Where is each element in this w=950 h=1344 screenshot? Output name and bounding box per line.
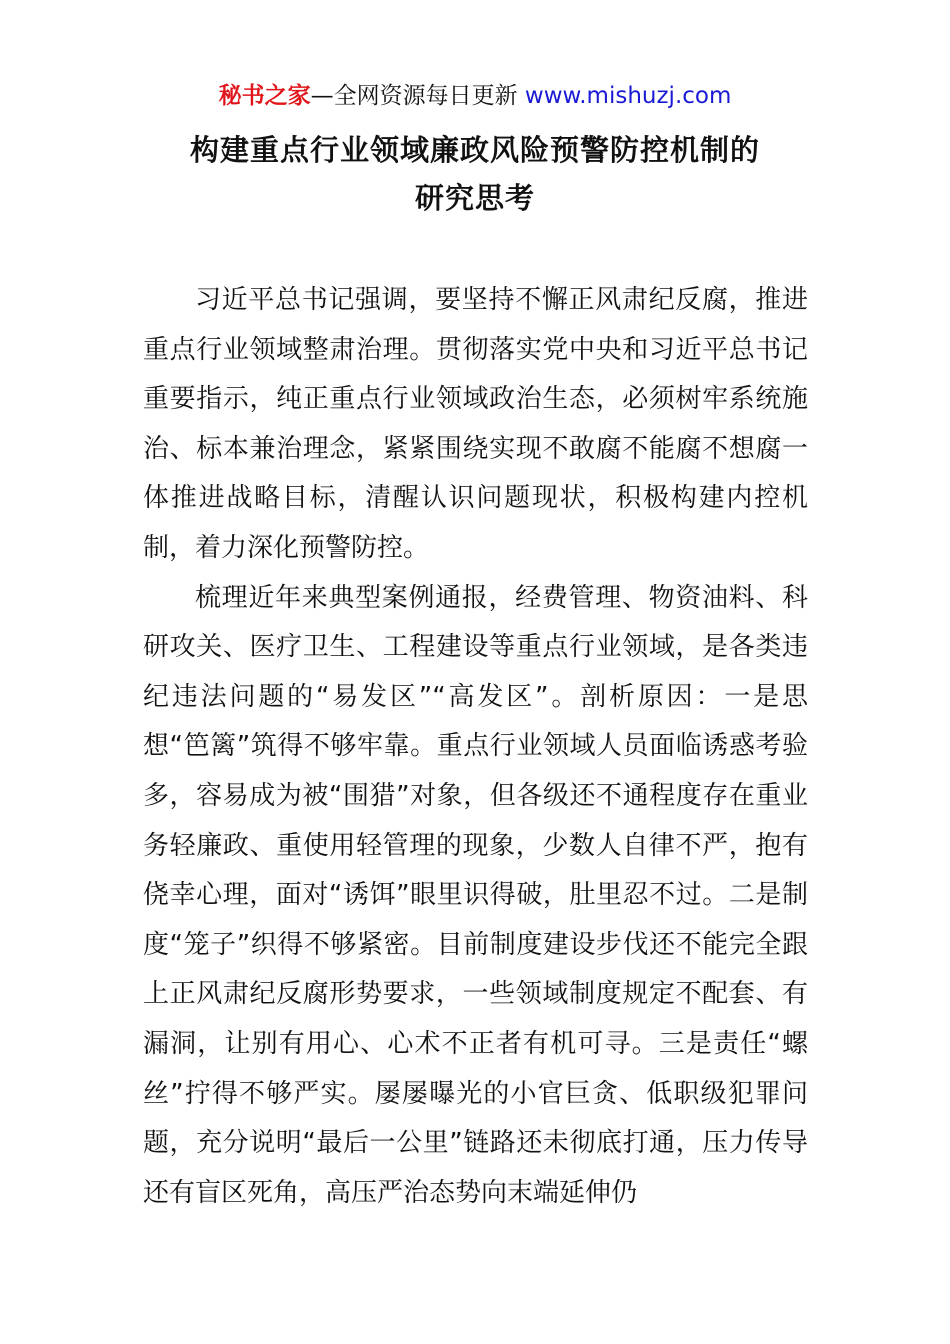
document-title-line-2: 研究思考: [414, 181, 535, 215]
paragraph-1: 习近平总书记强调，要坚持不懈正风肃纪反腐，推进重点行业领域整肃治理。贯彻落实党中央和习近平总书记重要指示，纯正重点行业领域政治生态，必须树牢系统施治、标本兼治理念，紧紧围绕实现不敢腐不能腐不想腐一体推进战略目标，清醒认识问题现状，积极构建内控机制，着力深化预警防控。: [143, 285, 808, 563]
site-header: [0, 80, 950, 112]
paragraph-2: 梳理近年来典型案例通报，经费管理、物资油料、科研攻关、医疗卫生、工程建设等重点行业领域，是各类违纪违法问题的“易发区”“高发区”。剖析原因：一是思想“笆篱”筑得不够牢靠。重点行业领域人员面临诱惑考验多，容易成为被“围猎”对象，但各级还不通程度存在重业务轻廉政、重使用轻管理的现象，少数人自律不严，抱有侥幸心理，面对“诱饵”眼里识得破，肚里忍不过。二是制度“笼子”织得不够紧密。目前制度建设步伐还不能完全跟上正风肃纪反腐形势要求，一些领域制度规定不配套、有漏洞，让别有用心、心术不正者有机可寻。三是责任“螺丝”拧得不够严实。屡屡曝光的小官巨贪、低职级犯罪问题，充分说明“最后一公里”链路还未彻底打通，压力传导还有盲区死角，高压严治态势向末端延伸仍: [143, 582, 808, 1208]
document-body: [143, 276, 808, 1218]
document-title-line-1: 构建重点行业领域廉政风险预警防控机制的: [189, 133, 760, 167]
site-url-link[interactable]: www.mishuzj.com: [524, 83, 732, 109]
site-brand: 秘书之家: [218, 83, 311, 109]
site-tagline: —全网资源每日更新: [310, 83, 525, 109]
